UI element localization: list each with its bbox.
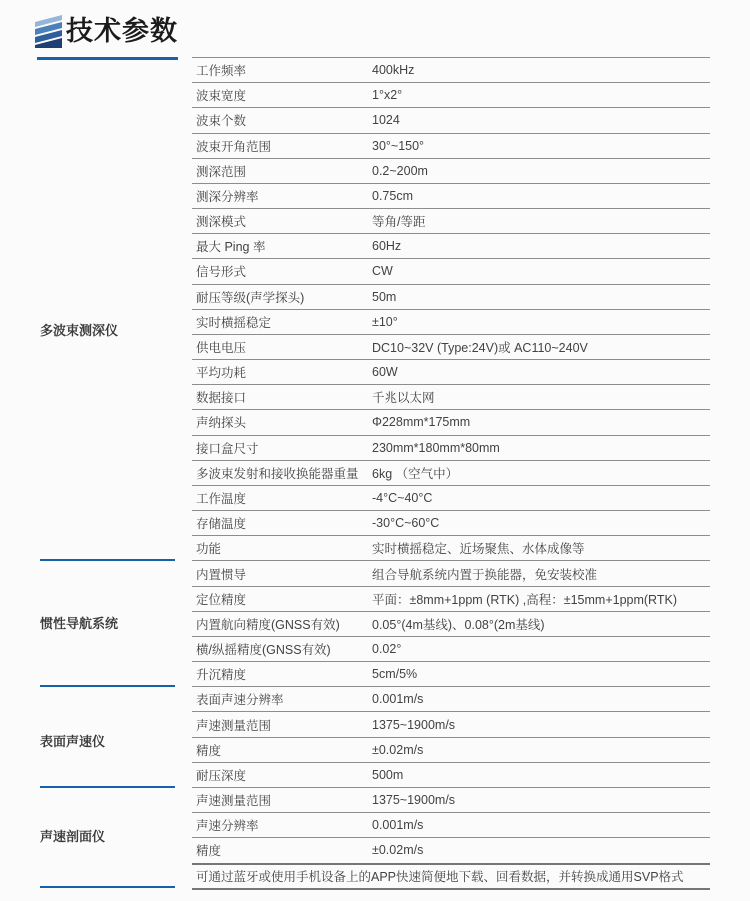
- spec-param-name: 测深分辨率: [196, 189, 259, 204]
- spec-param-name: 波束个数: [196, 114, 247, 129]
- table-row: [192, 535, 710, 560]
- spec-param-value: -4°C~40°C: [372, 491, 433, 505]
- spec-param-value: 等角/等距: [372, 215, 426, 230]
- spec-param-value: 0.001m/s: [372, 818, 424, 833]
- table-row: [192, 258, 710, 283]
- table-note-row: [192, 863, 710, 890]
- spec-param-value: 1375~1900m/s: [372, 793, 456, 808]
- table-row: [192, 158, 710, 183]
- spec-param-name: 内置航向精度(GNSS有效): [196, 617, 340, 632]
- spec-param-value: 500m: [372, 767, 404, 782]
- table-row: [192, 183, 710, 208]
- table-row: [192, 686, 710, 711]
- spec-param-value: ±0.02m/s: [372, 843, 424, 858]
- table-row: [192, 485, 710, 510]
- spec-param-value: 230mm*180mm*80mm: [372, 440, 500, 455]
- sidebar-section-line: [40, 685, 175, 687]
- spec-param-name: 声纳探头: [196, 416, 247, 431]
- table-row: [192, 636, 710, 661]
- table-row: [192, 837, 710, 862]
- table-row: [192, 586, 710, 611]
- stripes-logo-icon: [35, 14, 62, 48]
- spec-param-name: 声速测量范围: [196, 718, 272, 733]
- table-row: [192, 460, 710, 485]
- table-row: [192, 435, 710, 460]
- spec-param-name: 存储温度: [196, 517, 247, 532]
- header: [35, 14, 178, 48]
- spec-param-value: Φ228mm*175mm: [372, 415, 471, 430]
- table-row: [192, 711, 710, 736]
- spec-param-value: 千兆以太网: [372, 391, 435, 406]
- spec-param-value: ±0.02m/s: [372, 742, 424, 757]
- spec-param-name: 多波束发射和接收换能器重量: [196, 466, 359, 481]
- table-row: [192, 762, 710, 787]
- spec-param-value: 1375~1900m/s: [372, 717, 456, 732]
- spec-param-name: 表面声速分辨率: [196, 693, 284, 708]
- spec-param-name: 耐压等级(声学探头): [196, 290, 305, 305]
- spec-param-name: 工作温度: [196, 492, 247, 506]
- spec-param-name: 工作频率: [196, 64, 247, 79]
- table-row: [192, 359, 710, 384]
- spec-note: 可通过蓝牙或使用手机设备上的APP快速简便地下载、回看数据，并转换成通用SVP格式: [196, 870, 684, 885]
- sidebar-section-label: 多波束测深仪: [40, 323, 119, 338]
- spec-param-name: 横/纵摇精度(GNSS有效): [196, 643, 331, 658]
- table-row: [192, 133, 710, 158]
- spec-param-value: 0.2~200m: [372, 163, 428, 178]
- table-row: [192, 510, 710, 535]
- spec-param-name: 最大 Ping 率: [196, 240, 266, 255]
- spec-param-name: 平均功耗: [196, 366, 247, 381]
- table-row: [192, 233, 710, 258]
- table-row: [192, 107, 710, 132]
- sidebar-section-label: 声速剖面仪: [40, 829, 106, 844]
- spec-param-name: 测深模式: [196, 215, 247, 230]
- spec-param-value: 1°x2°: [372, 88, 403, 103]
- table-row: [192, 787, 710, 812]
- spec-param-value: 30°~150°: [372, 138, 425, 153]
- spec-param-name: 波束宽度: [196, 89, 247, 104]
- spec-param-name: 数据接口: [196, 391, 247, 406]
- spec-param-value: 0.75cm: [372, 188, 413, 203]
- spec-param-value: 60W: [372, 365, 398, 380]
- spec-param-value: 6kg （空气中）: [372, 466, 459, 481]
- table-row: [192, 82, 710, 107]
- spec-param-value: 0.05°(4m基线)、0.08°(2m基线): [372, 617, 545, 632]
- spec-param-name: 信号形式: [196, 265, 247, 280]
- spec-param-name: 精度: [196, 844, 222, 859]
- table-row: [192, 560, 710, 585]
- spec-param-name: 功能: [196, 542, 222, 557]
- spec-param-value: 0.02°: [372, 642, 402, 657]
- spec-param-name: 定位精度: [196, 592, 247, 607]
- spec-param-value: 400kHz: [372, 63, 415, 78]
- spec-param-value: CW: [372, 264, 393, 279]
- spec-param-name: 声速分辨率: [196, 819, 259, 834]
- sidebar-section-label: 表面声速仪: [40, 734, 106, 749]
- spec-param-name: 测深范围: [196, 164, 247, 179]
- table-row: [192, 737, 710, 762]
- sidebar-section-label: 惯性导航系统: [40, 616, 119, 631]
- spec-param-name: 接口盒尺寸: [196, 441, 259, 456]
- spec-param-value: 60Hz: [372, 239, 402, 254]
- page-title: 技术参数: [66, 16, 178, 46]
- spec-param-name: 波束开角范围: [196, 139, 272, 154]
- spec-param-value: 1024: [372, 113, 400, 128]
- table-row: [192, 661, 710, 686]
- sidebar-section-line: [40, 886, 175, 888]
- spec-param-value: 组合导航系统内置于换能器，免安装校准: [372, 567, 598, 582]
- table-row: [192, 812, 710, 837]
- spec-param-name: 耐压深度: [196, 768, 247, 783]
- table-row: [192, 284, 710, 309]
- spec-param-value: -30°C~60°C: [372, 516, 440, 531]
- spec-param-value: ±10°: [372, 314, 398, 329]
- spec-param-value: 平面：±8mm+1ppm (RTK) ,高程：±15mm+1ppm(RTK): [372, 592, 677, 607]
- spec-param-value: 实时横摇稳定、近场聚焦、水体成像等: [372, 542, 585, 557]
- table-row: [192, 334, 710, 359]
- table-row: [192, 384, 710, 409]
- spec-param-name: 供电电压: [196, 340, 247, 355]
- spec-param-value: DC10~32V (Type:24V)或 AC110~240V: [372, 340, 588, 355]
- spec-param-name: 声速测量范围: [196, 794, 272, 809]
- table-row: [192, 57, 710, 82]
- spec-param-value: 5cm/5%: [372, 667, 418, 682]
- table-row: [192, 309, 710, 334]
- spec-param-name: 升沉精度: [196, 668, 247, 683]
- spec-param-name: 精度: [196, 743, 222, 758]
- table-row: [192, 208, 710, 233]
- table-row: [192, 611, 710, 636]
- spec-table: [192, 57, 710, 890]
- spec-param-name: 实时横摇稳定: [196, 315, 272, 330]
- spec-param-name: 内置惯导: [196, 567, 247, 582]
- table-row: [192, 409, 710, 434]
- title-underline: [37, 57, 178, 60]
- spec-param-value: 50m: [372, 289, 397, 304]
- sidebar-section-line: [40, 786, 175, 788]
- sidebar-section-line: [40, 559, 175, 561]
- spec-param-value: 0.001m/s: [372, 692, 424, 707]
